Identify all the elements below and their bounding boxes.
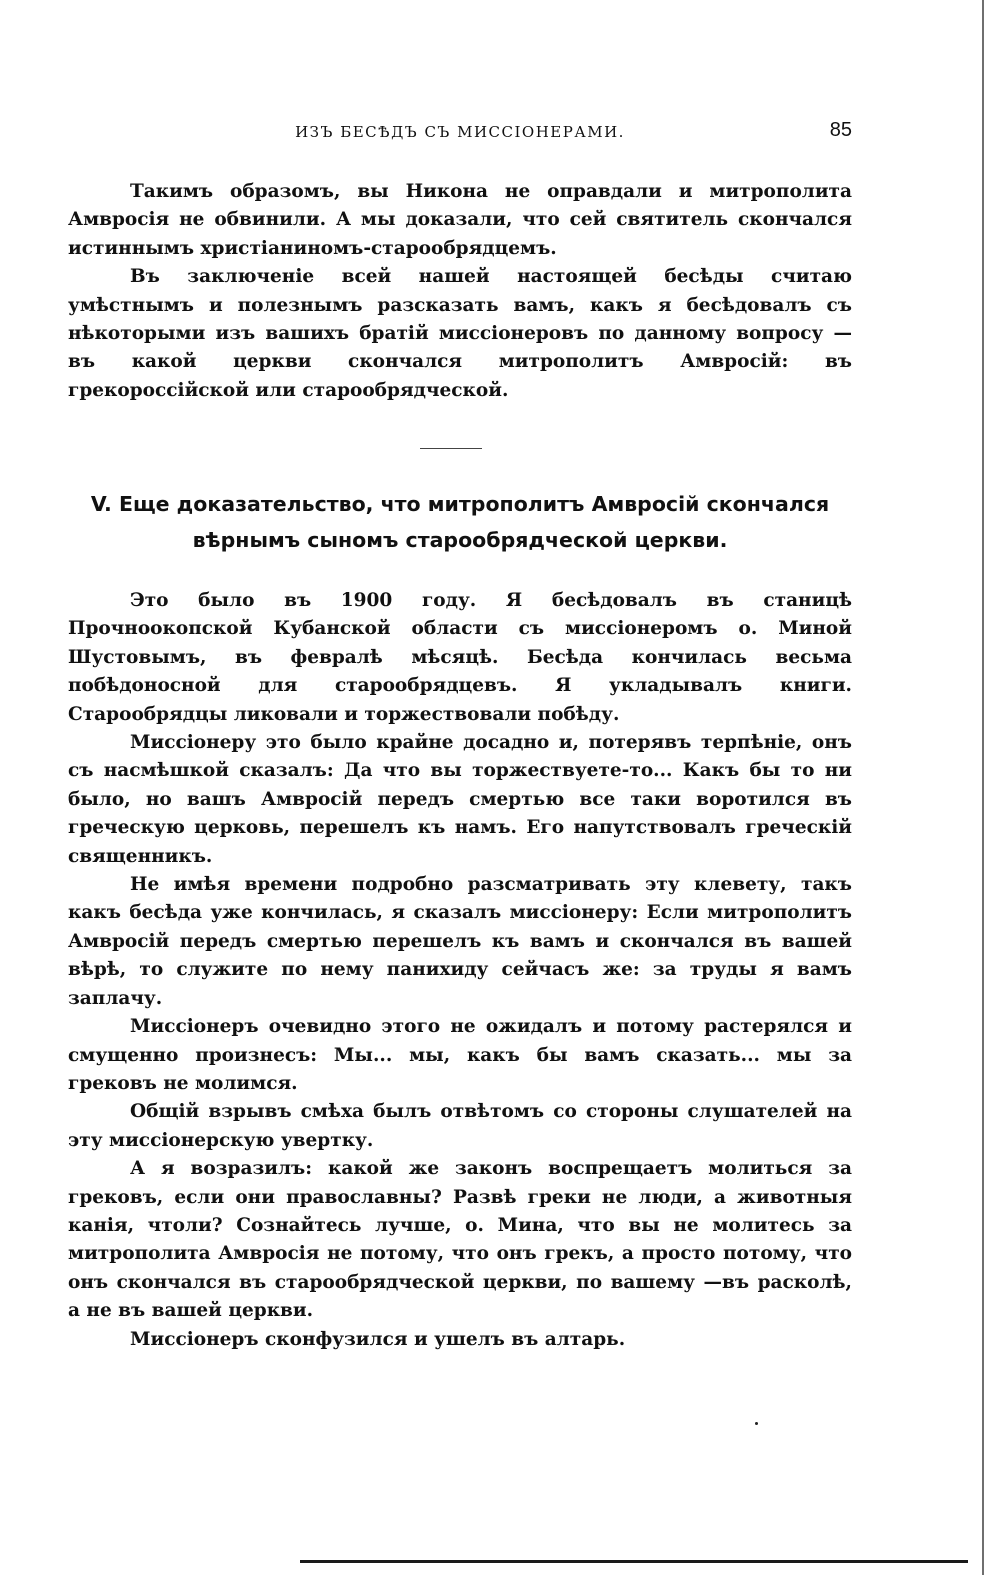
paragraph: Миссіонеръ сконфузился и ушелъ въ алтарь. bbox=[130, 1328, 626, 1350]
page-header bbox=[68, 119, 852, 143]
paragraph: Въ заключеніе всей нашей настоящей бесѣды считаю умѣстнымъ и полезнымъ разсказать вамъ, какъ я бесѣдовалъ съ нѣкоторыми изъ вашихъ братій миссіонеровъ по данному вопросу — въ какой церкви скончался митрополитъ Амвросій: въ грекороссійской или старообрядческой. bbox=[68, 266, 852, 401]
section-heading-line-2: вѣрнымъ сыномъ старообрядческой церкви. bbox=[192, 528, 728, 552]
paragraph: Не имѣя времени подробно разсматривать эту клевету, такъ какъ бесѣда уже кончилась, я сказалъ миссіонеру: Если митрополитъ Амвросій передъ смертью перешелъ къ вамъ и скончался въ вашей вѣрѣ, то служите по нему панихиду сейчасъ же: за труды я вамъ заплачу. bbox=[68, 874, 852, 1009]
page-number: 85 bbox=[829, 119, 852, 141]
paragraph: Миссіонеру это было крайне досадно и, потерявъ терпѣніе, онъ съ насмѣшкой сказалъ: Да что вы торжествуете-то... Какъ бы то ни было, но вашъ Амвросій передъ смертью все таки воротился въ греческую церковь, перешелъ къ намъ. Его напутствовалъ греческій священникъ. bbox=[68, 732, 852, 867]
paragraph: Миссіонеръ очевидно этого не ожидалъ и потому растерялся и смущенно произнесъ: Мы... мы, какъ бы вамъ сказать... мы за грековъ не молимся. bbox=[68, 1016, 852, 1094]
running-title: ИЗЪ БЕСѢДЪ СЪ МИССІОНЕРАМИ. bbox=[295, 123, 625, 141]
scan-margin-line bbox=[982, 0, 984, 1575]
section-separator bbox=[420, 448, 482, 449]
closing-paragraphs bbox=[68, 178, 852, 405]
paragraph: Такимъ образомъ, вы Никона не оправдали и митрополита Амвросія не обвинили. А мы доказали, что сей святитель скончался истиннымъ христіаниномъ-старообрядцемъ. bbox=[68, 181, 852, 259]
paragraph: А я возразилъ: какой же законъ воспрещаетъ молиться за грековъ, если они православны? Развѣ греки не люди, а животныя канія, чтоли? Сознайтесь лучше, о. Мина, что вы не молитесь за митрополита Амвросія не потому, что онъ грекъ, а просто потому, что онъ скончался въ старообрядческой церкви, по вашему —въ расколѣ, а не въ вашей церкви. bbox=[68, 1158, 852, 1322]
section-heading bbox=[68, 486, 852, 558]
section-body bbox=[68, 587, 852, 1354]
scan-bottom-line bbox=[300, 1560, 968, 1563]
scan-speck bbox=[755, 1422, 758, 1425]
section-heading-line-1: V. Еще доказательство, что митрополитъ Амвросій скончался bbox=[90, 492, 830, 516]
paragraph: Это было въ 1900 году. Я бесѣдовалъ въ станицѣ Прочноокопской Кубанской области съ миссіонеромъ о. Миной Шустовымъ, въ февралѣ мѣсяцѣ. Бесѣда кончилась весьма побѣдоносной для старообрядцевъ. Я укладывалъ книги. Старообрядцы ликовали и торжествовали побѣду. bbox=[68, 590, 852, 725]
paragraph: Общій взрывъ смѣха былъ отвѣтомъ со стороны слушателей на эту миссіонерскую увертку. bbox=[68, 1101, 852, 1151]
